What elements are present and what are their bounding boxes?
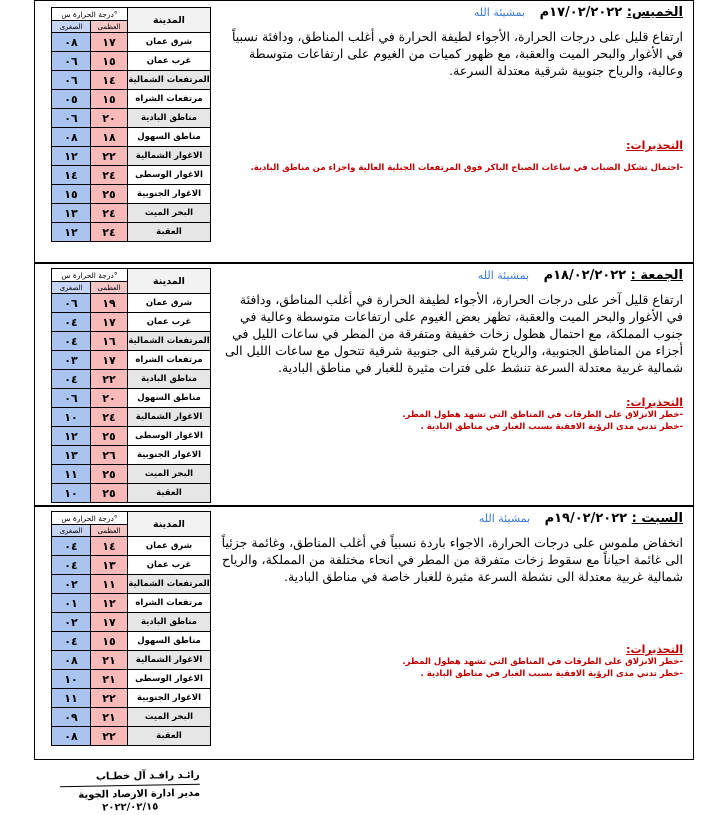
max-cell: ١٢ <box>91 594 128 613</box>
max-cell: ١١ <box>91 575 128 594</box>
min-cell: ١٣ <box>52 446 91 465</box>
city-cell: العقبة <box>128 727 211 746</box>
city-cell: الاغوار الشمالية <box>128 147 211 166</box>
forecast-page <box>34 0 694 760</box>
min-cell: ٠٣ <box>52 351 91 370</box>
signer-title: مدير ادارة الارصاد الجوية <box>78 787 201 801</box>
signature-block <box>60 769 201 815</box>
min-cell: ٠٥ <box>52 90 91 109</box>
date: ١٨/٠٢/٢٠٢٢م <box>543 268 627 283</box>
city-cell: مرتفعات الشراه <box>128 90 211 109</box>
min-header: الصغرى <box>52 525 91 537</box>
day-section-2 <box>34 263 694 506</box>
max-header: العظمى <box>91 282 128 294</box>
city-cell: مناطق البادية <box>128 613 211 632</box>
max-cell: ١٥ <box>91 52 128 71</box>
date-line <box>220 5 683 20</box>
min-cell: ٠٤ <box>52 537 91 556</box>
forecast-text-2 <box>220 268 683 433</box>
day-name: الخميس: <box>626 5 683 20</box>
table-row <box>52 727 211 746</box>
table-row <box>52 294 211 313</box>
min-cell: ٠٨ <box>52 33 91 52</box>
min-cell: ١٢ <box>52 427 91 446</box>
table-row <box>52 33 211 52</box>
temp-header: درجة الحرارة س° <box>52 512 128 525</box>
min-cell: ١٥ <box>52 185 91 204</box>
min-cell: ١٢ <box>52 223 91 242</box>
max-cell: ٢٤ <box>91 223 128 242</box>
max-cell: ١٣ <box>91 556 128 575</box>
min-cell: ٠٤ <box>52 556 91 575</box>
forecast-paragraph: انخفاض ملموس على درجات الحرارة، الاجواء باردة نسبياً في أغلب المناطق، وغائمة جزئياً الى غائمة احياناً مع سقوط زخات متفرقة من المطر في انحاء مختلفة من المملكة، والرياح شمالية غربية معتدلة الى نشطة السرعة مثيرة للغبار خاصة في مناطق البادية. <box>221 535 683 584</box>
temperature-table-1 <box>51 7 211 242</box>
day-section-1 <box>34 0 694 263</box>
forecast-paragraph: ارتفاع قليل آخر على درجات الحرارة، الأجواء لطيفة الحرارة في أغلب المناطق، ودافئة في الأغوار والبحر الميت والعقبة، تظهر بعض الغيوم على ارتفاعات متوسطة وعالية في جنوب المملكة، مع احتمال هطول زخات خفيفة ومتفرقة من المطر في ساعات الليل في أجزاء من المناطق الجنوبية، والرياح شرقية الى جنوبية شرقية تتحول مع ساعات الليل الى شمالية غربية معتدلة السرعة تنشط على فترات مثيرة للغبار في مناطق البادية. <box>224 292 683 375</box>
table-row <box>52 90 211 109</box>
city-cell: مرتفعات الشراه <box>128 594 211 613</box>
city-cell: غرب عمان <box>128 556 211 575</box>
city-cell: المرتفعات الشمالية <box>128 575 211 594</box>
max-cell: ٢٦ <box>91 446 128 465</box>
max-cell: ١٧ <box>91 351 128 370</box>
city-cell: مناطق البادية <box>128 109 211 128</box>
table-row <box>52 71 211 90</box>
blessing: بمشيئة الله <box>473 6 526 19</box>
date-line <box>220 511 683 526</box>
min-cell: ١٠ <box>52 408 91 427</box>
warning-item: -احتمال تشكل الضباب في ساعات الصباح الباكر فوق المرتفعات الجبلية العالية واجزاء من مناطق البادية. <box>250 163 683 173</box>
city-cell: الاغوار الشمالية <box>128 651 211 670</box>
table-row <box>52 204 211 223</box>
date: ١٩/٠٢/٢٠٢٢م <box>544 511 628 526</box>
day-name: الجمعة : <box>630 268 683 283</box>
max-cell: ١٥ <box>91 90 128 109</box>
min-cell: ٠٦ <box>52 109 91 128</box>
table-row <box>52 166 211 185</box>
date-line <box>220 268 683 283</box>
min-cell: ٠٢ <box>52 575 91 594</box>
city-cell: غرب عمان <box>128 313 211 332</box>
table-row <box>52 52 211 71</box>
min-cell: ٠٦ <box>52 71 91 90</box>
table-row <box>52 594 211 613</box>
city-cell: المرتفعات الشمالية <box>128 71 211 90</box>
min-cell: ١٠ <box>52 484 91 503</box>
blessing: بمشيئة الله <box>477 269 530 282</box>
forecast-paragraph: ارتفاع قليل على درجات الحرارة، الأجواء لطيفة الحرارة في أغلب المناطق، ودافئة نسبياً في الأغوار والبحر الميت والعقبة، مع ظهور كميات من الغيوم على ارتفاعات متوسطة وعالية، والرياح جنوبية شرقية معتدلة السرعة. <box>232 29 683 78</box>
city-cell: البحر الميت <box>128 708 211 727</box>
table-row <box>52 537 211 556</box>
date: ١٧/٠٢/٢٠٢٢م <box>539 5 623 20</box>
max-cell: ٢٢ <box>91 727 128 746</box>
city-header: المدينة <box>128 269 211 294</box>
warnings-title: التحذيرات: <box>626 643 683 656</box>
table-row <box>52 484 211 503</box>
table-row <box>52 370 211 389</box>
table-row <box>52 408 211 427</box>
table-row <box>52 651 211 670</box>
city-cell: الاغوار الوسطى <box>128 670 211 689</box>
day-name: السبت : <box>631 511 683 526</box>
min-cell: ٠٨ <box>52 727 91 746</box>
city-cell: مناطق السهول <box>128 389 211 408</box>
table-row <box>52 223 211 242</box>
max-cell: ١٤ <box>91 537 128 556</box>
table-row <box>52 708 211 727</box>
max-cell: ١٧ <box>91 33 128 52</box>
warning-item: -خطر تدني مدى الرؤية الافقية بسبب الغبار في مناطق البادية . <box>420 669 683 679</box>
min-cell: ٠٤ <box>52 370 91 389</box>
max-cell: ١٧ <box>91 613 128 632</box>
min-cell: ٠٩ <box>52 708 91 727</box>
city-header: المدينة <box>128 512 211 537</box>
max-cell: ٢٤ <box>91 166 128 185</box>
min-cell: ٠٤ <box>52 313 91 332</box>
table-row <box>52 185 211 204</box>
forecast-text-3 <box>220 511 683 680</box>
city-cell: مناطق البادية <box>128 370 211 389</box>
min-cell: ١١ <box>52 465 91 484</box>
max-cell: ١٤ <box>91 71 128 90</box>
warnings-title: التحذيرات: <box>626 139 683 152</box>
min-cell: ٠٢ <box>52 613 91 632</box>
max-cell: ٢٢ <box>91 147 128 166</box>
table-row <box>52 128 211 147</box>
min-cell: ٠٨ <box>52 128 91 147</box>
min-cell: ١٠ <box>52 670 91 689</box>
max-cell: ٢٢ <box>91 689 128 708</box>
city-cell: غرب عمان <box>128 52 211 71</box>
max-cell: ٢٥ <box>91 185 128 204</box>
max-cell: ٢١ <box>91 708 128 727</box>
max-cell: ١٧ <box>91 313 128 332</box>
min-cell: ٠٦ <box>52 294 91 313</box>
city-cell: مناطق السهول <box>128 632 211 651</box>
city-cell: الاغوار الجنوبية <box>128 185 211 204</box>
warning-item: -خطر تدني مدى الرؤية الافقية بسبب الغبار في مناطق البادية . <box>420 422 683 432</box>
max-cell: ١٨ <box>91 128 128 147</box>
city-cell: شرق عمان <box>128 33 211 52</box>
max-cell: ٢٠ <box>91 109 128 128</box>
table-row <box>52 613 211 632</box>
max-header: العظمى <box>91 21 128 33</box>
min-cell: ٠٨ <box>52 651 91 670</box>
min-cell: ١٢ <box>52 147 91 166</box>
city-cell: الاغوار الوسطى <box>128 427 211 446</box>
min-header: الصغرى <box>52 282 91 294</box>
city-cell: العقبة <box>128 223 211 242</box>
table-row <box>52 689 211 708</box>
city-cell: شرق عمان <box>128 294 211 313</box>
table-row <box>52 389 211 408</box>
city-cell: الاغوار الشمالية <box>128 408 211 427</box>
max-cell: ٢٤ <box>91 204 128 223</box>
max-cell: ١٩ <box>91 294 128 313</box>
min-cell: ٠٦ <box>52 52 91 71</box>
city-cell: البحر الميت <box>128 204 211 223</box>
table-row <box>52 147 211 166</box>
max-cell: ٢٥ <box>91 465 128 484</box>
min-cell: ٠٦ <box>52 389 91 408</box>
city-cell: مرتفعات الشراه <box>128 351 211 370</box>
max-cell: ١٦ <box>91 332 128 351</box>
table-row <box>52 351 211 370</box>
city-cell: مناطق السهول <box>128 128 211 147</box>
city-header: المدينة <box>128 8 211 33</box>
max-cell: ٢٤ <box>91 408 128 427</box>
table-row <box>52 632 211 651</box>
table-row <box>52 575 211 594</box>
table-row <box>52 332 211 351</box>
city-cell: الاغوار الجنوبية <box>128 446 211 465</box>
min-cell: ١١ <box>52 689 91 708</box>
blessing: بمشيئة الله <box>478 512 531 525</box>
forecast-text-1 <box>220 5 683 174</box>
temperature-table-2 <box>51 268 211 503</box>
min-cell: ٠١ <box>52 594 91 613</box>
temp-header: درجة الحرارة س° <box>52 269 128 282</box>
city-cell: الاغوار الوسطى <box>128 166 211 185</box>
table-row <box>52 446 211 465</box>
city-cell: المرتفعات الشمالية <box>128 332 211 351</box>
table-row <box>52 465 211 484</box>
min-cell: ١٣ <box>52 204 91 223</box>
signer-name: رائـد رافـد آل خطـاب <box>95 769 200 783</box>
table-row <box>52 427 211 446</box>
max-cell: ٢١ <box>91 670 128 689</box>
table-row <box>52 313 211 332</box>
temperature-table-3 <box>51 511 211 746</box>
min-cell: ١٤ <box>52 166 91 185</box>
city-cell: الاغوار الجنوبية <box>128 689 211 708</box>
signature-date: ٢٠٢٢/٠٢/١٥ <box>102 801 159 814</box>
temp-header: درجة الحرارة س° <box>52 8 128 21</box>
table-row <box>52 556 211 575</box>
table-row <box>52 670 211 689</box>
max-cell: ٢٥ <box>91 427 128 446</box>
warnings-title: التحذيرات: <box>626 396 683 409</box>
min-cell: ٠٤ <box>52 632 91 651</box>
max-cell: ٢٥ <box>91 484 128 503</box>
max-cell: ٢٠ <box>91 389 128 408</box>
warning-item: -خطر الانزلاق على الطرقات في المناطق التي تشهد هطول المطر. <box>402 657 683 667</box>
max-cell: ٢٢ <box>91 370 128 389</box>
min-header: الصغرى <box>52 21 91 33</box>
day-section-3 <box>34 506 694 760</box>
max-header: العظمى <box>91 525 128 537</box>
city-cell: العقبة <box>128 484 211 503</box>
min-cell: ٠٤ <box>52 332 91 351</box>
max-cell: ٢١ <box>91 651 128 670</box>
warning-item: -خطر الانزلاق على الطرقات في المناطق التي تشهد هطول المطر. <box>402 410 683 420</box>
max-cell: ١٥ <box>91 632 128 651</box>
city-cell: البحر الميت <box>128 465 211 484</box>
city-cell: شرق عمان <box>128 537 211 556</box>
table-row <box>52 109 211 128</box>
